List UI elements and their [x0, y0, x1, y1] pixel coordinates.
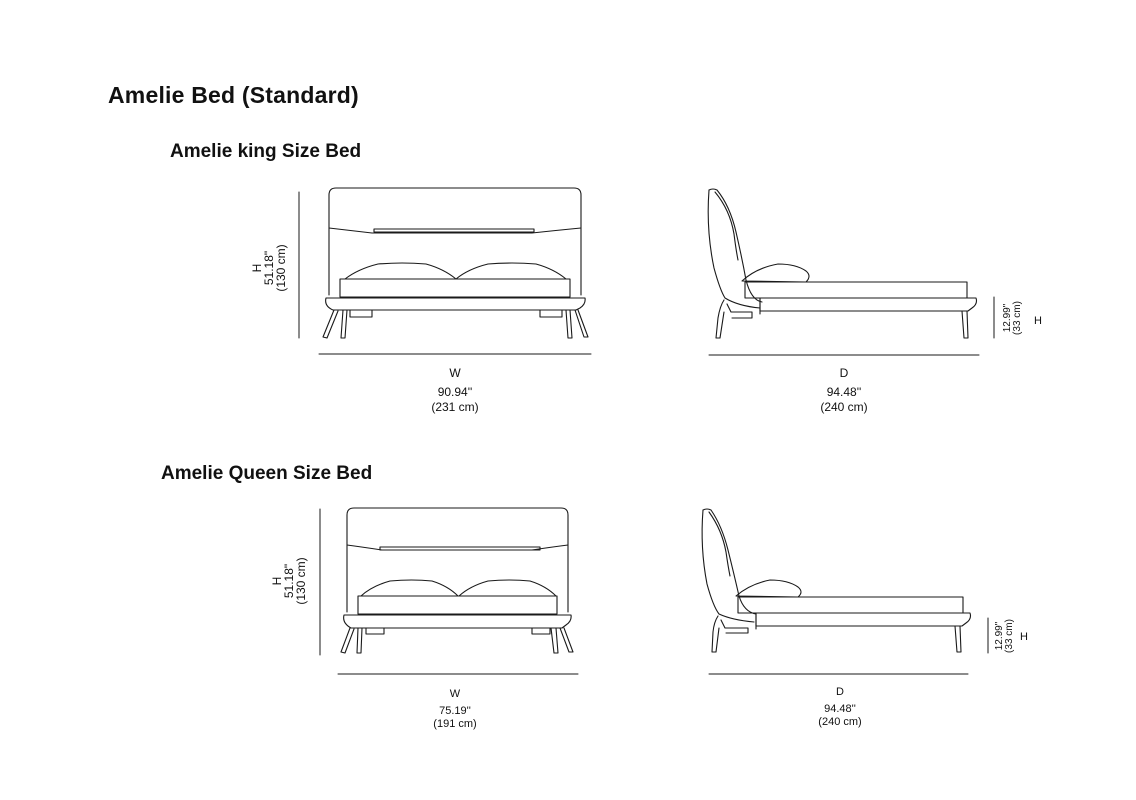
width-inches: 75.19'' [439, 705, 471, 717]
king-frame-height-label [1003, 298, 1027, 338]
width-inches: 90.94'' [437, 385, 473, 399]
depth-cm: (240 cm) [820, 400, 868, 414]
frame-height-cm: (33 cm) [1012, 301, 1023, 335]
king-depth-label [794, 366, 894, 415]
queen-front-view [341, 508, 573, 653]
page-title: Amelie Bed (Standard) [108, 82, 359, 108]
depth-letter: D [836, 686, 844, 698]
section-title-queen: Amelie Queen Size Bed [161, 463, 373, 484]
queen-depth-label [790, 686, 890, 729]
frame-height-cm: (33 cm) [1004, 619, 1015, 653]
depth-inches: 94.48'' [826, 385, 862, 399]
queen-width-label [405, 688, 505, 731]
king-side-view [708, 189, 976, 338]
king-frame-height-letter: H [1034, 315, 1042, 327]
width-letter: W [449, 366, 461, 380]
height-cm: (130 cm) [294, 557, 308, 605]
depth-letter: D [839, 366, 849, 380]
queen-frame-height-letter: H [1020, 631, 1028, 643]
height-letter: H [270, 576, 284, 586]
king-width-label [405, 366, 505, 415]
depth-cm: (240 cm) [818, 716, 862, 728]
frame-height-inches: 12.99" [994, 621, 1005, 651]
section-title-king: Amelie king Size Bed [170, 141, 362, 162]
king-front-height-label [251, 220, 293, 316]
height-inches: 51.18" [262, 250, 276, 286]
height-inches: 51.18" [282, 563, 296, 599]
width-cm: (191 cm) [433, 718, 477, 730]
width-letter: W [449, 688, 461, 700]
height-letter: H [250, 263, 264, 273]
height-cm: (130 cm) [274, 244, 288, 292]
king-front-view [323, 188, 588, 338]
depth-inches: 94.48'' [824, 703, 856, 715]
queen-frame-height-label [995, 616, 1019, 656]
frame-height-inches: 12.99" [1002, 303, 1013, 333]
queen-side-view [702, 509, 970, 652]
width-cm: (231 cm) [431, 400, 479, 414]
queen-front-height-label [271, 533, 313, 629]
